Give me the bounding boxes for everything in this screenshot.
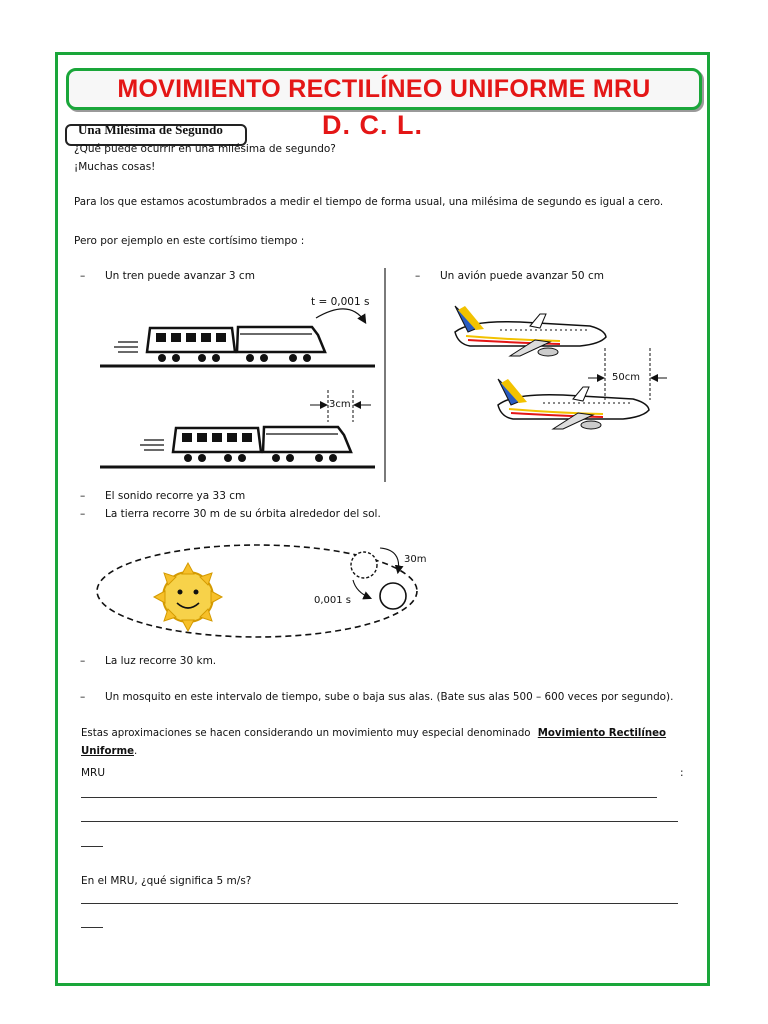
sun-icon	[154, 563, 222, 631]
airplane-after-icon	[498, 379, 649, 429]
page-title: MOVIMIENTO RECTILÍNEO UNIFORME MRU	[117, 75, 651, 103]
closing-paragraph-line2	[81, 746, 137, 757]
example-mosquito: Un mosquito en este intervalo de tiempo, sube o baja sus alas. (Bate sus alas 500 – 600 veces por segundo).	[105, 691, 674, 703]
term-mru-part2: Uniforme	[81, 746, 134, 757]
bullet-dash: –	[80, 270, 86, 282]
orbit-time-label: 0,001 s	[314, 595, 352, 606]
example-sound: El sonido recorre ya 33 cm	[105, 490, 246, 502]
train-time-label: t = 0,001 s	[311, 296, 370, 308]
airplane-before-icon	[455, 306, 606, 356]
bullet-dash: –	[80, 508, 86, 520]
orbit-distance-label: 30m	[404, 554, 427, 565]
section-subtitle: Una Milésima de Segundo	[78, 122, 223, 137]
mru-label: MRU	[81, 767, 106, 779]
train-before-icon	[100, 309, 375, 366]
train-distance-label: 3cm	[329, 399, 351, 410]
earth-before-icon	[351, 552, 377, 578]
intro-lead: Pero por ejemplo en este cortísimo tiempo :	[74, 235, 305, 247]
intro-answer: ¡Muchas cosas!	[74, 161, 156, 173]
bullet-dash: –	[80, 655, 86, 667]
answer-line-end[interactable]	[81, 846, 103, 847]
example-earth: La tierra recorre 30 m de su órbita alrededor del sol.	[105, 508, 381, 520]
example-train: Un tren puede avanzar 3 cm	[105, 270, 255, 282]
intro-question: ¿Qué puede ocurrir en una milésima de segundo?	[74, 143, 336, 155]
bullet-dash: –	[80, 691, 86, 703]
answer-line[interactable]	[81, 797, 657, 798]
earth-orbit-diagram	[97, 545, 417, 637]
bullet-dash: –	[80, 490, 86, 502]
earth-after-icon	[380, 583, 406, 609]
answer-line-end[interactable]	[81, 927, 103, 928]
intro-paragraph: Para los que estamos acostumbrados a medir el tiempo de forma usual, una milésima de segundo es igual a cero.	[74, 196, 664, 208]
closing-period: .	[134, 746, 138, 757]
closing-text: Estas aproximaciones se hacen considerando un movimiento muy especial denominado	[81, 728, 531, 739]
mru-colon: :	[680, 767, 684, 779]
bullet-dash: –	[415, 270, 421, 282]
question-5ms: En el MRU, ¿qué significa 5 m/s?	[81, 875, 252, 887]
example-light: La luz recorre 30 km.	[105, 655, 217, 667]
term-mru-part1: Movimiento Rectilíneo	[537, 728, 667, 739]
answer-line[interactable]	[81, 903, 678, 904]
closing-paragraph	[81, 728, 666, 739]
answer-line[interactable]	[81, 821, 678, 822]
plane-distance-label: 50cm	[612, 372, 640, 383]
train-after-icon	[100, 427, 375, 467]
example-plane: Un avión puede avanzar 50 cm	[440, 270, 604, 282]
dcl-heading: D. C. L.	[322, 110, 423, 140]
